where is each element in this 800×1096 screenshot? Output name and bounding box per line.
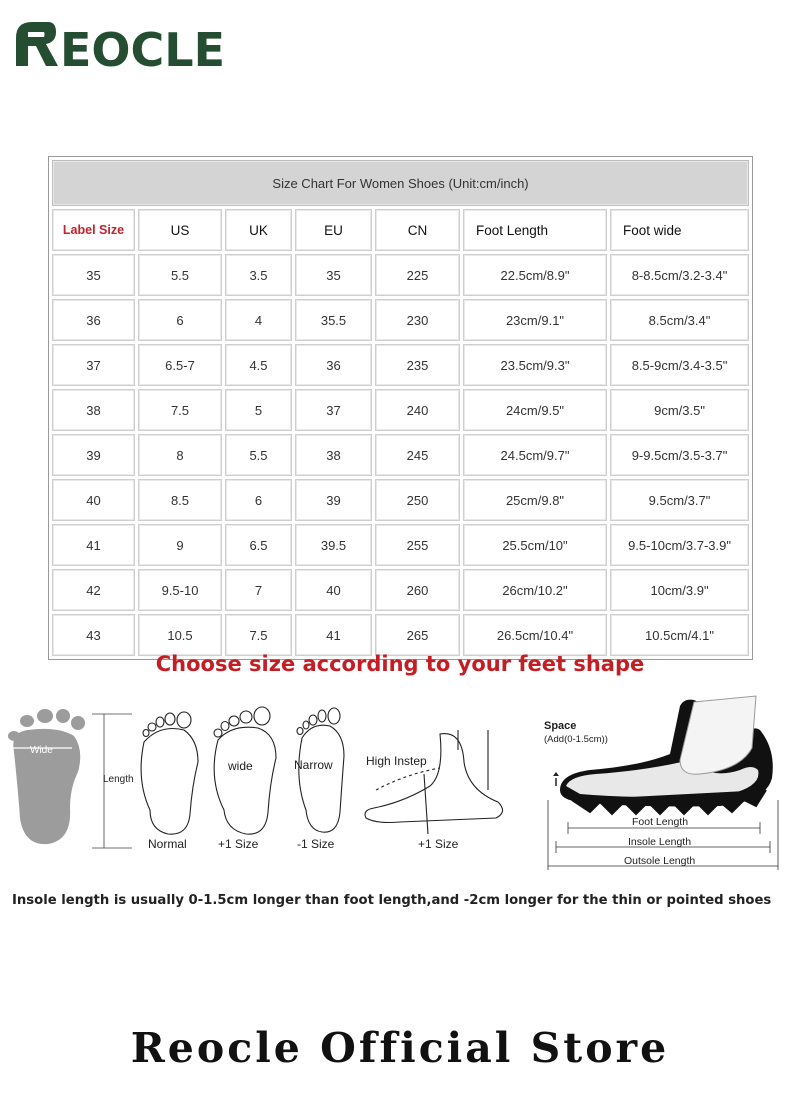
wide-foot-top-label: wide — [228, 759, 253, 773]
reocle-logo — [12, 14, 252, 70]
cell-eu: 35 — [295, 254, 372, 296]
cell-label-size: 35 — [52, 254, 135, 296]
cell-label-size: 42 — [52, 569, 135, 611]
high-instep-foot-icon — [365, 730, 503, 834]
cell-label-size: 36 — [52, 299, 135, 341]
cell-uk: 7.5 — [225, 614, 292, 656]
cell-foot-wide: 9-9.5cm/3.5-3.7" — [610, 434, 749, 476]
cell-us: 8 — [138, 434, 222, 476]
cell-foot-wide: 10cm/3.9" — [610, 569, 749, 611]
length-label: Length — [103, 774, 134, 785]
cell-us: 5.5 — [138, 254, 222, 296]
table-row — [52, 479, 749, 521]
table-row — [52, 614, 749, 656]
cell-us: 9 — [138, 524, 222, 566]
table-row — [52, 389, 749, 431]
insole-note: Insole length is usually 0-1.5cm longer than foot length,and -2cm longer for the thin or pointed shoes — [12, 893, 772, 908]
cell-uk: 3.5 — [225, 254, 292, 296]
cell-foot-length: 26cm/10.2" — [463, 569, 607, 611]
cell-foot-length: 24cm/9.5" — [463, 389, 607, 431]
space-sublabel: (Add(0-1.5cm)) — [544, 734, 608, 745]
cell-foot-wide: 8-8.5cm/3.2-3.4" — [610, 254, 749, 296]
cell-uk: 6 — [225, 479, 292, 521]
cell-foot-length: 24.5cm/9.7" — [463, 434, 607, 476]
cell-foot-length: 23cm/9.1" — [463, 299, 607, 341]
cell-foot-wide: 8.5-9cm/3.4-3.5" — [610, 344, 749, 386]
narrow-foot-bottom-label: -1 Size — [297, 837, 335, 851]
cell-foot-wide: 8.5cm/3.4" — [610, 299, 749, 341]
header-us: US — [138, 209, 222, 251]
cell-label-size: 38 — [52, 389, 135, 431]
cell-eu: 38 — [295, 434, 372, 476]
insole-length-label: Insole Length — [628, 836, 692, 848]
normal-foot-label: Normal — [148, 837, 187, 851]
high-instep-bottom-label: +1 Size — [418, 837, 459, 851]
cell-label-size: 37 — [52, 344, 135, 386]
size-chart-table — [48, 156, 753, 660]
normal-foot-icon — [141, 712, 198, 834]
cell-foot-length: 25.5cm/10" — [463, 524, 607, 566]
shoe-cross-section-icon — [553, 696, 773, 814]
cell-foot-length: 22.5cm/8.9" — [463, 254, 607, 296]
cell-foot-length: 23.5cm/9.3" — [463, 344, 607, 386]
cell-label-size: 41 — [52, 524, 135, 566]
cell-cn: 225 — [375, 254, 460, 296]
logo-text: EOCLE — [60, 23, 226, 70]
cell-foot-wide: 9.5cm/3.7" — [610, 479, 749, 521]
foot-length-label: Foot Length — [632, 816, 689, 828]
choose-size-heading: Choose size according to your feet shape — [155, 652, 645, 676]
header-uk: UK — [225, 209, 292, 251]
cell-cn: 230 — [375, 299, 460, 341]
cell-cn: 235 — [375, 344, 460, 386]
size-chart-title: Size Chart For Women Shoes (Unit:cm/inch) — [52, 160, 749, 206]
header-cn: CN — [375, 209, 460, 251]
cell-us: 9.5-10 — [138, 569, 222, 611]
size-chart-header-row — [52, 209, 749, 251]
cell-uk: 5.5 — [225, 434, 292, 476]
cell-cn: 260 — [375, 569, 460, 611]
cell-uk: 4 — [225, 299, 292, 341]
cell-us: 6.5-7 — [138, 344, 222, 386]
table-row — [52, 344, 749, 386]
space-label: Space — [544, 720, 577, 732]
cell-label-size: 40 — [52, 479, 135, 521]
narrow-foot-top-label: Narrow — [294, 758, 333, 772]
high-instep-label: High Instep — [366, 754, 427, 768]
cell-foot-length: 25cm/9.8" — [463, 479, 607, 521]
header-foot-wide: Foot wide — [610, 209, 749, 251]
cell-uk: 7 — [225, 569, 292, 611]
cell-eu: 37 — [295, 389, 372, 431]
cell-cn: 255 — [375, 524, 460, 566]
cell-foot-wide: 10.5cm/4.1" — [610, 614, 749, 656]
table-row — [52, 524, 749, 566]
cell-cn: 240 — [375, 389, 460, 431]
wide-label: Wide — [30, 745, 53, 756]
cell-eu: 35.5 — [295, 299, 372, 341]
store-name: Reocle Official Store — [130, 1024, 670, 1072]
cell-cn: 265 — [375, 614, 460, 656]
table-row — [52, 434, 749, 476]
cell-us: 8.5 — [138, 479, 222, 521]
cell-foot-wide: 9cm/3.5" — [610, 389, 749, 431]
cell-uk: 6.5 — [225, 524, 292, 566]
cell-us: 10.5 — [138, 614, 222, 656]
table-row — [52, 254, 749, 296]
cell-label-size: 43 — [52, 614, 135, 656]
footprint-icon — [8, 709, 134, 848]
wide-foot-bottom-label: +1 Size — [218, 837, 259, 851]
cell-foot-length: 26.5cm/10.4" — [463, 614, 607, 656]
table-row — [52, 569, 749, 611]
outsole-length-label: Outsole Length — [624, 855, 696, 867]
cell-eu: 39.5 — [295, 524, 372, 566]
cell-eu: 40 — [295, 569, 372, 611]
cell-cn: 245 — [375, 434, 460, 476]
cell-eu: 39 — [295, 479, 372, 521]
cell-us: 7.5 — [138, 389, 222, 431]
header-foot-length: Foot Length — [463, 209, 607, 251]
cell-uk: 4.5 — [225, 344, 292, 386]
table-row — [52, 299, 749, 341]
header-label-size: Label Size — [52, 209, 135, 251]
cell-eu: 41 — [295, 614, 372, 656]
cell-label-size: 39 — [52, 434, 135, 476]
foot-measurement-illustration — [0, 690, 800, 875]
cell-uk: 5 — [225, 389, 292, 431]
cell-us: 6 — [138, 299, 222, 341]
header-eu: EU — [295, 209, 372, 251]
cell-cn: 250 — [375, 479, 460, 521]
cell-foot-wide: 9.5-10cm/3.7-3.9" — [610, 524, 749, 566]
cell-eu: 36 — [295, 344, 372, 386]
